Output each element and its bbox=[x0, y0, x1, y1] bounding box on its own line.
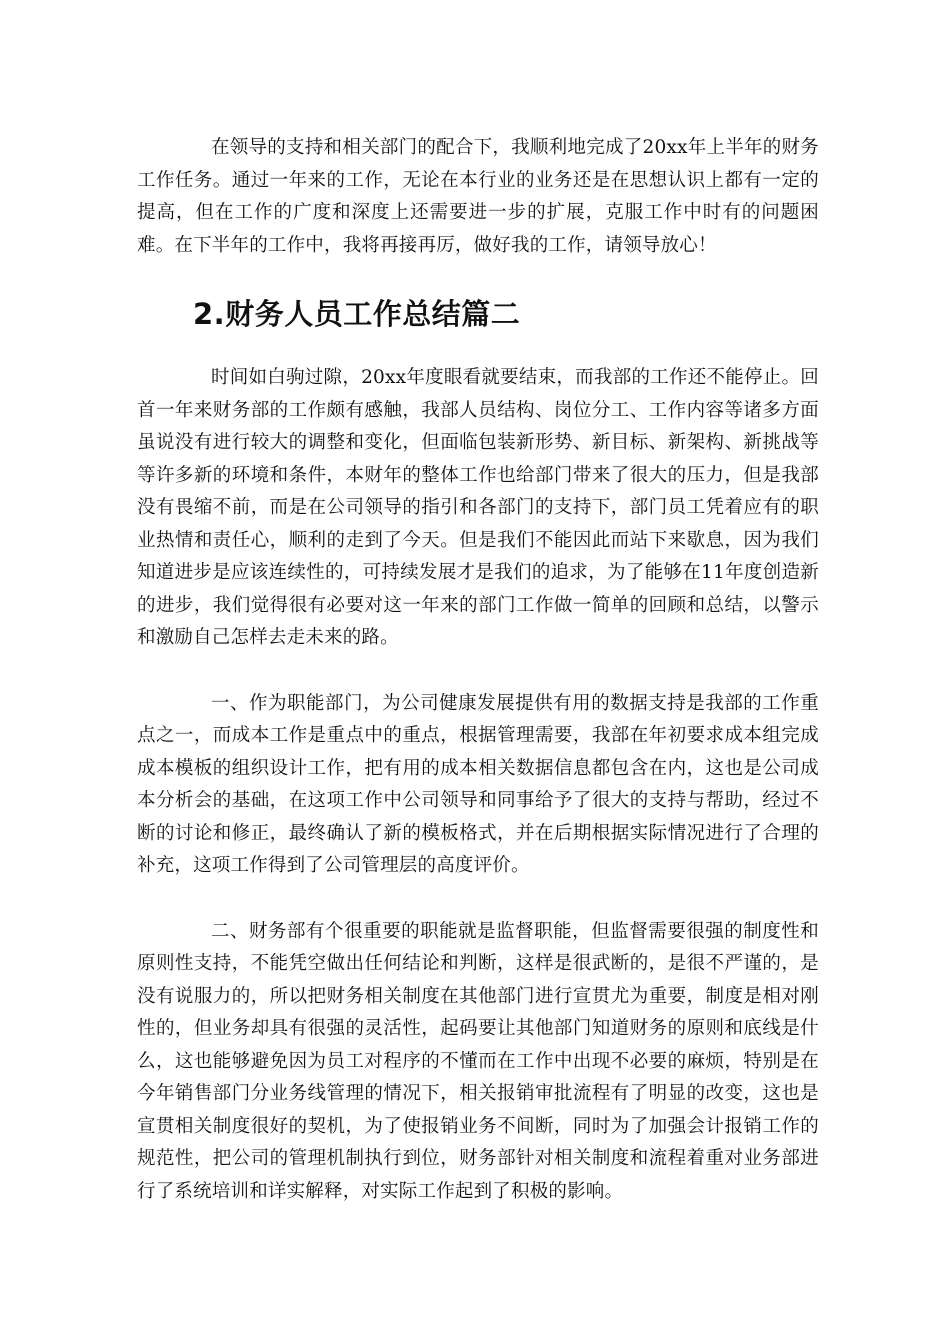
document-body bbox=[137, 132, 819, 1208]
body-paragraph-1: 时间如白驹过隙，20xx年度眼看就要结束，而我部的工作还不能停止。回首一年来财务部的工作颇有感触，我部人员结构、岗位分工、工作内容等诸多方面虽说没有进行较大的调整和变化，但面临包装新形势、新目标、新架构、新挑战等等许多新的环境和条件，本财年的整体工作也给部门带来了很大的压力，但是我部没有畏缩不前，而是在公司领导的指引和各部门的支持下，部门员工凭着应有的职业热情和责任心，顺利的走到了今天。但是我们不能因此而站下来歇息，因为我们知道进步是应该连续性的，可持续发展才是我们的追求，为了能够在11年度创造新的进步，我们觉得很有必要对这一年来的部门工作做一简单的回顾和总结，以警示和激励自己怎样去走未来的路。 bbox=[137, 367, 819, 648]
body-paragraph-2: 一、作为职能部门，为公司健康发展提供有用的数据支持是我部的工作重点之一，而成本工作是重点中的重点，根据管理需要，我部在年初要求成本组完成成本模板的组织设计工作，把有用的成本相关数据信息都包含在内，这也是公司成本分析会的基础，在这项工作中公司领导和同事给予了很大的支持与帮助，经过不断的讨论和修正，最终确认了新的模板格式，并在后期根据实际情况进行了合理的补充，这项工作得到了公司管理层的高度评价。 bbox=[137, 692, 819, 876]
body-paragraph-3: 二、财务部有个很重要的职能就是监督职能，但监督需要很强的制度性和原则性支持，不能凭空做出任何结论和判断，这样是很武断的，是很不严谨的，是没有说服力的，所以把财务相关制度在其他部门进行宣贯尤为重要，制度是相对刚性的，但业务却具有很强的灵活性，起码要让其他部门知道财务的原则和底线是什么，这也能够避免因为员工对程序的不懂而在工作中出现不必要的麻烦，特别是在今年销售部门分业务线管理的情况下，相关报销审批流程有了明显的改变，这也是宣贯相关制度很好的契机，为了使报销业务不间断，同时为了加强会计报销工作的规范性，把公司的管理机制执行到位，财务部针对相关制度和流程着重对业务部进行了系统培训和详实解释，对实际工作起到了积极的影响。 bbox=[137, 920, 819, 1202]
intro-paragraph: 在领导的支持和相关部门的配合下，我顺利地完成了20xx年上半年的财务工作任务。通过一年来的工作，无论在本行业的业务还是在思想认识上都有一定的提高，但在工作的广度和深度上还需要进一步的扩展，克服工作中时有的问题困难。在下半年的工作中，我将再接再厉，做好我的工作，请领导放心！ bbox=[137, 137, 819, 256]
section-heading: 2.财务人员工作总结篇二 bbox=[193, 297, 521, 331]
